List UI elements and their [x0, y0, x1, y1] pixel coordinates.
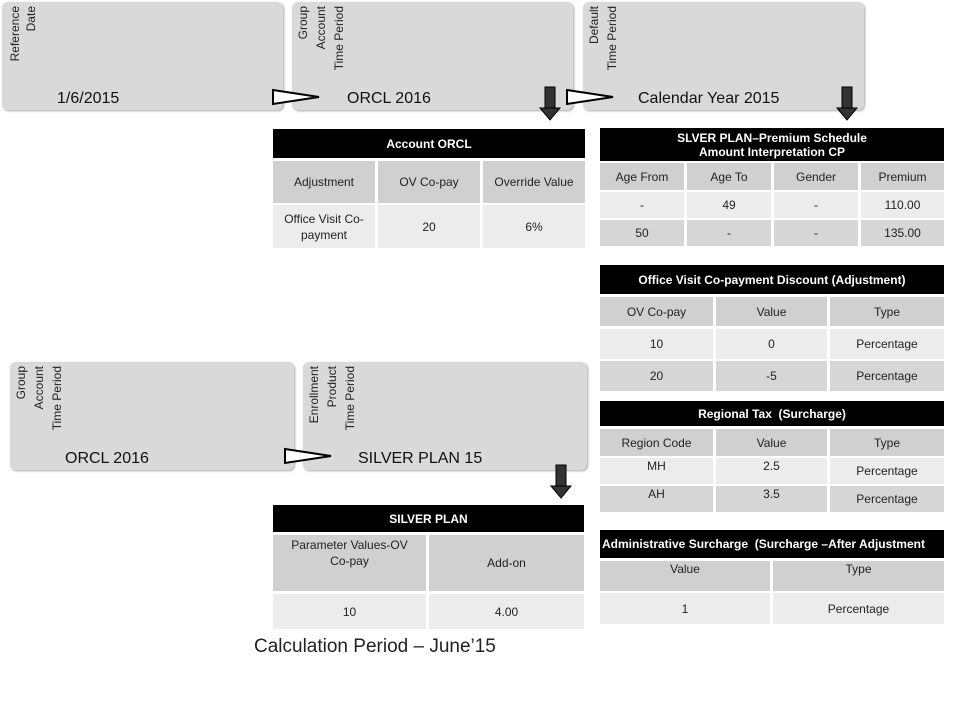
account-header-override-value: Override Value: [483, 161, 585, 203]
time-period-label: Time Period: [605, 6, 619, 71]
silver-plan-title: SILVER PLAN: [273, 505, 584, 532]
default-label: Default: [587, 6, 601, 45]
admin-surcharge-cell: 1: [600, 593, 770, 624]
regional-tax-header-region-code: Region Code: [600, 429, 713, 456]
premium-cell: -: [687, 220, 771, 246]
premium-cell: -: [600, 192, 684, 218]
regional-tax-cell: 3.5: [716, 486, 827, 512]
down-arrow-icon: [539, 86, 563, 122]
regional-tax-cell: 2.5: [716, 458, 827, 484]
premium-title-line2: Amount Interpretation CP: [699, 144, 845, 159]
right-arrow-icon: [566, 88, 616, 106]
group-account-time-period-box-2: [10, 362, 294, 470]
ov-discount-table: [600, 265, 944, 393]
account-cell: 20: [378, 205, 480, 248]
account-table: [273, 129, 585, 249]
time-period-label: Time Period: [332, 6, 346, 71]
product-label: Product: [325, 366, 339, 408]
ov-discount-header-type: Type: [830, 297, 944, 326]
premium-cell: 135.00: [861, 220, 944, 246]
time-period-label: Time Period: [343, 366, 357, 431]
admin-surcharge-table: [600, 530, 944, 625]
account-label: Account: [32, 366, 46, 410]
account-label: Account: [314, 6, 328, 50]
silver-plan-header-parameter-values: Parameter Values-OV Co-pay: [273, 535, 426, 591]
premium-header-gender: Gender: [774, 163, 858, 190]
ov-discount-cell: -5: [716, 361, 827, 391]
right-arrow-icon: [284, 447, 334, 465]
regional-tax-title: Regional Tax (Surcharge): [600, 401, 944, 426]
ov-discount-cell: Percentage: [830, 329, 944, 359]
ov-discount-cell: 0: [716, 329, 827, 359]
premium-title-line1: SLVER PLAN–Premium Schedule: [677, 130, 867, 145]
premium-cell: 110.00: [861, 192, 944, 218]
account-header-adjustment: Adjustment: [273, 161, 375, 203]
regional-tax-cell: Percentage: [830, 458, 944, 484]
premium-cell: -: [774, 220, 858, 246]
group-label: Group: [14, 366, 28, 400]
reference-date-box: [2, 2, 283, 110]
calculation-period-caption: Calculation Period – June’15: [254, 636, 496, 657]
silver-plan-table: [273, 505, 584, 629]
group-account-time-period-box: [292, 2, 573, 110]
premium-header-age-from: Age From: [600, 163, 684, 190]
enrollment-label: Enrollment: [307, 366, 321, 424]
down-arrow-icon: [836, 86, 860, 122]
date-label: Date: [24, 6, 38, 32]
admin-surcharge-header-value: Value: [600, 561, 770, 591]
down-arrow-icon: [550, 464, 574, 500]
ov-discount-title: Office Visit Co-payment Discount (Adjustment): [600, 265, 944, 294]
premium-cell: 49: [687, 192, 771, 218]
reference-label: Reference: [8, 6, 22, 62]
regional-tax-cell: Percentage: [830, 486, 944, 512]
default-time-period-box: [583, 2, 864, 110]
admin-surcharge-title: Administrative Surcharge (Surcharge –After Adjustment: [600, 530, 944, 558]
enrollment-product-value: SILVER PLAN 15: [358, 450, 483, 467]
premium-header-age-to: Age To: [687, 163, 771, 190]
admin-surcharge-cell: Percentage: [773, 593, 944, 624]
silver-plan-header-add-on: Add-on: [429, 535, 584, 591]
default-time-period-value: Calendar Year 2015: [638, 90, 780, 107]
admin-surcharge-header-type: Type: [773, 561, 944, 591]
account-cell: 6%: [483, 205, 585, 248]
premium-schedule-table: [600, 128, 944, 248]
account-header-ov-copay: OV Co-pay: [378, 161, 480, 203]
enrollment-product-time-period-box: [303, 362, 587, 470]
premium-header-premium: Premium: [861, 163, 944, 190]
time-period-label: Time Period: [50, 366, 64, 431]
premium-cell: -: [774, 192, 858, 218]
right-arrow-icon: [272, 88, 322, 106]
premium-schedule-title: [600, 128, 944, 161]
account-cell: Office Visit Co-payment: [273, 205, 375, 248]
ov-discount-cell: 20: [600, 361, 713, 391]
reference-date-value: 1/6/2015: [57, 90, 120, 107]
regional-tax-header-type: Type: [830, 429, 944, 456]
regional-tax-table: [600, 401, 944, 513]
group-account-value-2: ORCL 2016: [65, 450, 149, 467]
silver-plan-cell: 4.00: [429, 594, 584, 629]
premium-cell: 50: [600, 220, 684, 246]
group-account-value: ORCL 2016: [347, 90, 431, 107]
silver-plan-cell: 10: [273, 594, 426, 629]
ov-discount-cell: Percentage: [830, 361, 944, 391]
account-table-title: Account ORCL: [273, 129, 585, 158]
regional-tax-cell: AH: [600, 486, 713, 512]
ov-discount-header-value: Value: [716, 297, 827, 326]
regional-tax-cell: MH: [600, 458, 713, 484]
ov-discount-cell: 10: [600, 329, 713, 359]
regional-tax-header-value: Value: [716, 429, 827, 456]
ov-discount-header-ov-copay: OV Co-pay: [600, 297, 713, 326]
group-label: Group: [296, 6, 310, 40]
